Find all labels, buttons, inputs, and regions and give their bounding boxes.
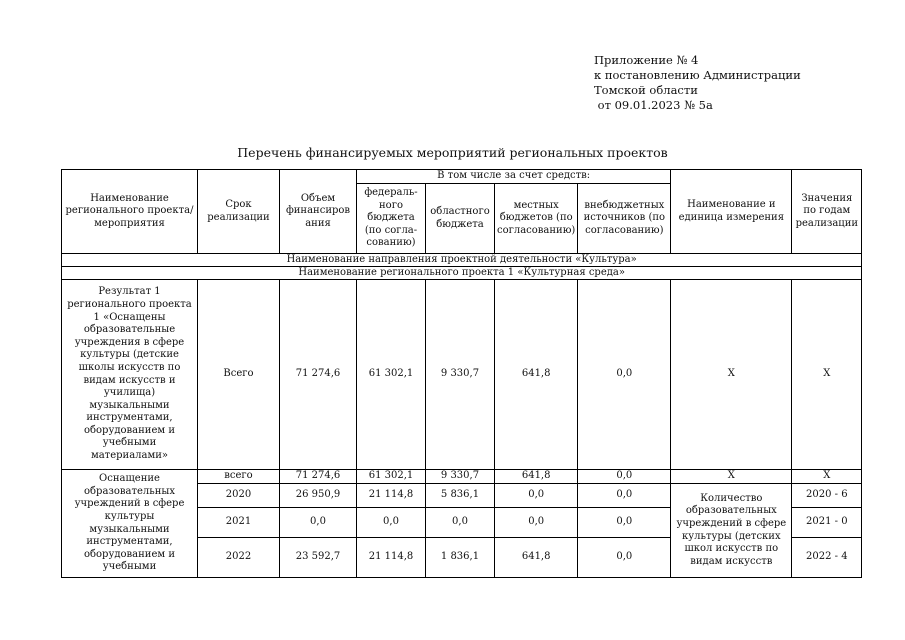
header-name: Наименование регионального проекта/ мероприятия [62,170,198,254]
cell-values: Х [792,470,862,484]
cell-values: 2021 - 0 [792,508,862,538]
cell-local: 641,8 [495,538,578,578]
cell-indicator: Х [671,470,792,484]
cell-local: 0,0 [495,508,578,538]
cell-regional: 9 330,7 [426,470,495,484]
header-local: местных бюджетов (по согласованию) [495,184,578,254]
cell-term: 2022 [198,538,280,578]
section-direction: Наименование направления проектной деятельности «Культура» [62,254,862,267]
cell-extra: 0,0 [578,484,671,508]
cell-indicator: Х [671,280,792,470]
cell-extra: 0,0 [578,280,671,470]
cell-volume: 26 950,9 [280,484,357,508]
cell-volume: 23 592,7 [280,538,357,578]
cell-extra: 0,0 [578,470,671,484]
header-extra: внебюджетных источников (по согласованию) [578,184,671,254]
cell-federal: 0,0 [357,508,426,538]
appendix-line: Томской области [594,83,698,97]
cell-federal: 21 114,8 [357,538,426,578]
cell-volume: 0,0 [280,508,357,538]
header-including: В том числе за счет средств: [357,170,671,184]
cell-volume: 71 274,6 [280,470,357,484]
appendix-block [594,53,801,113]
header-indicator: Наименование и единица измерения [671,170,792,254]
cell-term: Всего [198,280,280,470]
result-name: Результат 1 регионального проекта 1 «Оснащены образовательные учреждения в сфере культуры (детские школы искусств по видам искусств и училища) музыкальными инструментами, оборудованием и учебными материалами» [62,280,198,470]
cell-federal: 21 114,8 [357,484,426,508]
cell-values: Х [792,280,862,470]
cell-volume: 71 274,6 [280,280,357,470]
header-values: Значения по годам реализации [792,170,862,254]
cell-federal: 61 302,1 [357,280,426,470]
cell-term: 2020 [198,484,280,508]
cell-extra: 0,0 [578,508,671,538]
cell-local: 0,0 [495,484,578,508]
cell-local: 641,8 [495,280,578,470]
cell-regional: 1 836,1 [426,538,495,578]
appendix-line: от 09.01.2023 № 5а [594,98,713,112]
header-term: Срок реализации [198,170,280,254]
header-volume: Объем финансиров ания [280,170,357,254]
cell-term: всего [198,470,280,484]
document-title: Перечень финансируемых мероприятий региональных проектов [237,145,668,160]
header-federal: федераль-ного бюджета (по согла-сованию) [357,184,426,254]
cell-regional: 9 330,7 [426,280,495,470]
table-row [62,470,862,484]
cell-extra: 0,0 [578,538,671,578]
cell-values: 2020 - 6 [792,484,862,508]
header-row [62,170,862,184]
cell-local: 641,8 [495,470,578,484]
section-row [62,267,862,280]
activity-indicator: Количество образовательных учреждений в сфере культуры (детских школ искусств по видам искусств [671,484,792,578]
section-project: Наименование регионального проекта 1 «Культурная среда» [62,267,862,280]
cell-regional: 0,0 [426,508,495,538]
appendix-line: Приложение № 4 [594,53,699,67]
appendix-line: к постановлению Администрации [594,68,801,82]
header-regional: областного бюджета [426,184,495,254]
cell-regional: 5 836,1 [426,484,495,508]
cell-federal: 61 302,1 [357,470,426,484]
section-row [62,254,862,267]
table-row [62,280,862,470]
projects-table [61,169,862,578]
cell-term: 2021 [198,508,280,538]
activity-name: Оснащение образовательных учреждений в сфере культуры музыкальными инструментами, оборудованием и учебными [62,470,198,578]
cell-values: 2022 - 4 [792,538,862,578]
